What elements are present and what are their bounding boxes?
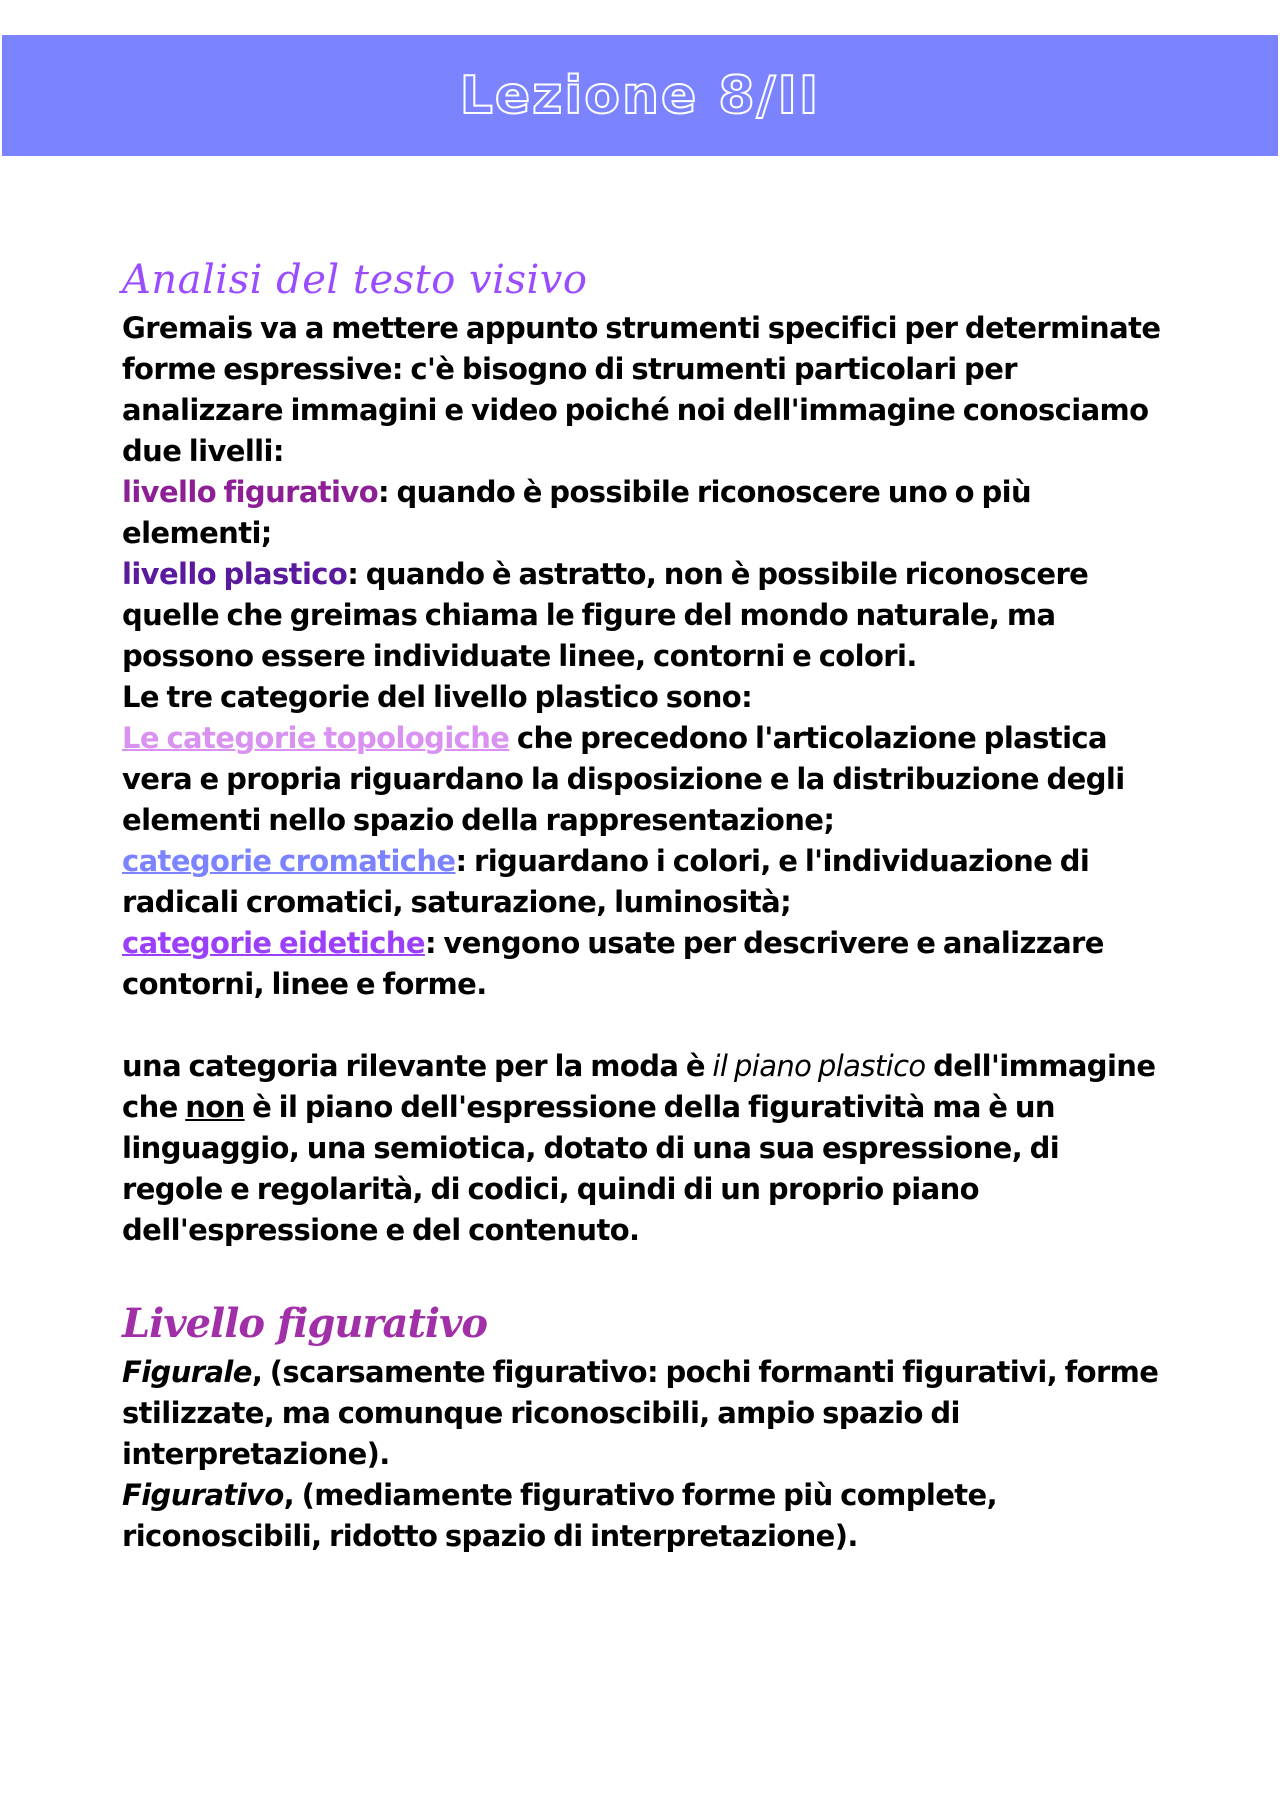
level-figurativo-term: livello figurativo — [122, 475, 379, 509]
category-eidetiche-text: : vengono usate per descrivere e analizzare contorni, linee e forme. — [122, 926, 1104, 1001]
piano-plastico-part1: una categoria rilevante per la moda è — [122, 1049, 713, 1083]
level-plastico-term: livello plastico — [122, 557, 348, 591]
figurale-text: , (scarsamente figurativo: pochi formanti figurativi, forme stilizzate, ma comunque riconoscibili, ampio spazio di interpretazione). — [122, 1355, 1159, 1471]
level-plastico-item — [122, 554, 1162, 677]
category-cromatiche-text: : riguardano i colori, e l'individuazione di radicali cromatici, saturazione, luminosità; — [122, 844, 1090, 919]
level-figurativo-item — [122, 472, 1162, 554]
figurativo-term: Figurativo — [122, 1478, 284, 1512]
piano-plastico-underlined: non — [185, 1090, 245, 1124]
figurativo-item — [122, 1475, 1162, 1557]
piano-plastico-italic: il piano plastico — [712, 1049, 926, 1083]
piano-plastico-paragraph — [122, 1046, 1162, 1251]
figurale-term: Figurale — [122, 1355, 252, 1389]
categories-intro: Le tre categorie del livello plastico sono: — [122, 680, 753, 714]
category-topologiche-term: Le categorie topologiche — [122, 721, 510, 755]
paragraph-spacer — [122, 1005, 1162, 1046]
piano-plastico-part2: dell'immagine che — [122, 1049, 1156, 1124]
notes-content — [122, 252, 1162, 1557]
section-spacer — [122, 1251, 1162, 1296]
figurale-item — [122, 1352, 1162, 1475]
section-heading-analisi: Analisi del testo visivo — [122, 257, 588, 303]
piano-plastico-part3: è il piano dell'espressione della figuratività ma è un linguaggio, una semiotica, dotato di una sua espressione, di regole e regolarità, di codici, quindi di un proprio piano dell'espressione e del contenuto. — [122, 1090, 1060, 1247]
section-heading-livello-figurativo: Livello figurativo — [122, 1300, 488, 1347]
category-eidetiche-item — [122, 923, 1162, 1005]
level-figurativo-text: : quando è possibile riconoscere uno o più elementi; — [122, 475, 1032, 550]
category-topologiche-item — [122, 718, 1162, 841]
category-cromatiche-term: categorie cromatiche — [122, 844, 456, 878]
figurativo-text: , (mediamente figurativo forme più complete, riconoscibili, ridotto spazio di interpretazione). — [122, 1478, 998, 1553]
intro-paragraph: Gremais va a mettere appunto strumenti specifici per determinate forme espressive: c'è bisogno di strumenti particolari per analizzare immagini e video poiché noi dell'immagine conosciamo due livelli: — [122, 311, 1161, 468]
category-eidetiche-term: categorie eidetiche — [122, 926, 425, 960]
title-banner — [2, 35, 1278, 156]
level-plastico-text: : quando è astratto, non è possibile riconoscere quelle che greimas chiama le figure del mondo naturale, ma possono essere individuate linee, contorni e colori. — [122, 557, 1089, 673]
page-title: Lezione 8/II — [459, 65, 821, 126]
category-cromatiche-item — [122, 841, 1162, 923]
category-topologiche-text: che precedono l'articolazione plastica vera e propria riguardano la disposizione e la distribuzione degli elementi nello spazio della rappresentazione; — [122, 721, 1125, 837]
